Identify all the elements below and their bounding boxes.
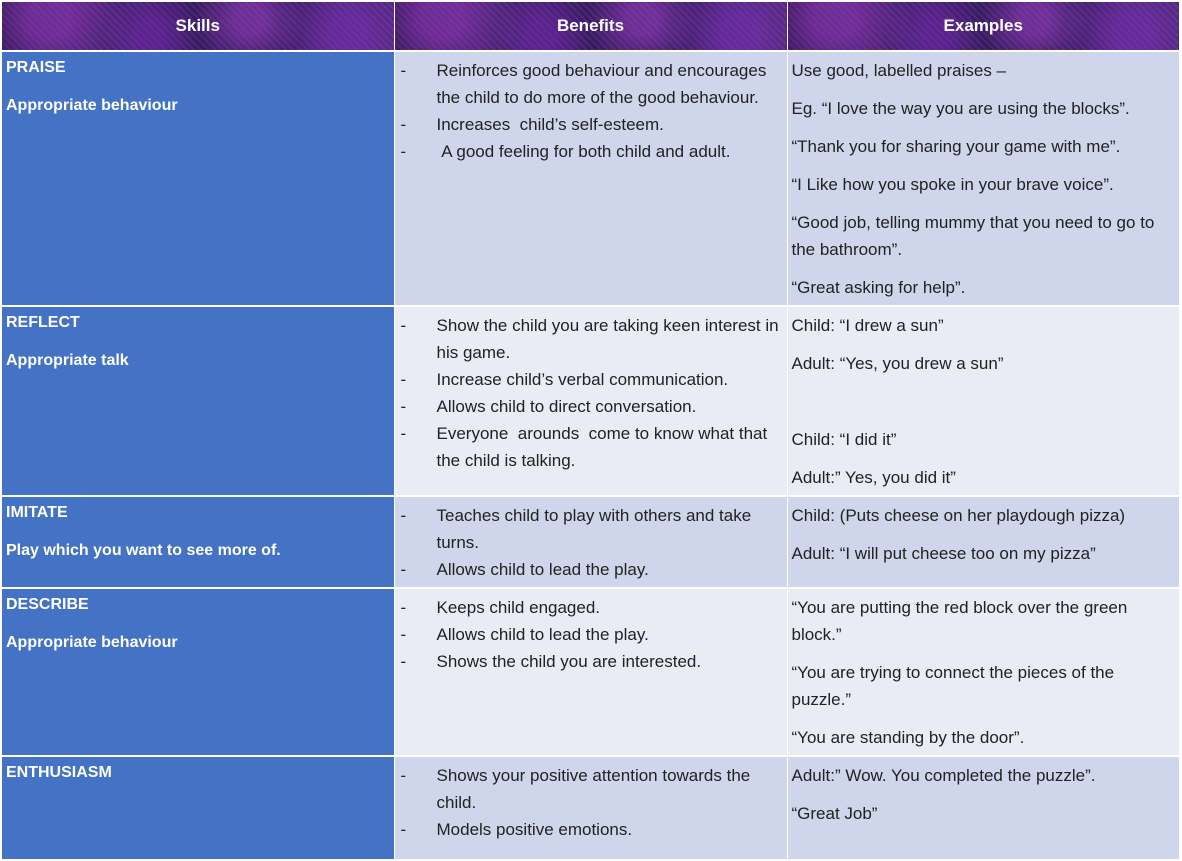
benefits-cell xyxy=(394,306,787,496)
table-row xyxy=(2,756,1179,860)
benefits-cell xyxy=(394,588,787,756)
skill-cell xyxy=(2,496,394,588)
table-body xyxy=(2,51,1179,860)
benefit-item xyxy=(399,621,783,648)
example-line: Adult: “I will put cheese too on my pizza” xyxy=(791,544,1096,563)
skill-subtitle: Play which you want to see more of. xyxy=(6,542,281,559)
example-line: “You are trying to connect the pieces of the puzzle.” xyxy=(791,663,1115,709)
benefit-text: Allows child to lead the play. xyxy=(436,560,649,579)
benefit-text: Increases child’s self-esteem. xyxy=(436,115,664,134)
skill-cell xyxy=(2,306,394,496)
benefit-text: Everyone arounds come to know what that the child is talking. xyxy=(436,424,772,470)
example-line: Child: “I did it” xyxy=(791,430,897,449)
example-line: “Thank you for sharing your game with me”. xyxy=(791,137,1121,156)
example-spacer xyxy=(792,388,1176,426)
benefits-list xyxy=(399,312,783,474)
example-line: Adult:” Yes, you did it” xyxy=(791,468,956,487)
bullet-dash: - xyxy=(400,424,407,443)
skill-cell xyxy=(2,756,394,860)
example-line: Use good, labelled praises – xyxy=(791,61,1007,80)
table-row xyxy=(2,51,1179,306)
example-line: Child: (Puts cheese on her playdough pizza) xyxy=(791,506,1126,525)
bullet-dash: - xyxy=(400,598,407,617)
benefit-text: Allows child to lead the play. xyxy=(436,625,649,644)
benefit-text: Teaches child to play with others and take turns. xyxy=(436,506,756,552)
skill-cell xyxy=(2,51,394,306)
bullet-dash: - xyxy=(400,115,407,134)
benefit-item xyxy=(399,138,783,165)
skill-name: ENTHUSIASM xyxy=(6,764,112,781)
benefit-item xyxy=(399,111,783,138)
benefit-item xyxy=(399,816,783,843)
example-line: “Good job, telling mummy that you need to go to the bathroom”. xyxy=(791,213,1155,259)
example-line: “Great Job” xyxy=(791,804,878,823)
skill-name: REFLECT xyxy=(6,314,80,331)
benefit-text: A good feeling for both child and adult. xyxy=(436,142,731,161)
examples-cell xyxy=(787,588,1179,756)
examples-cell xyxy=(787,756,1179,860)
bullet-dash: - xyxy=(400,652,407,671)
bullet-dash: - xyxy=(400,316,407,335)
bullet-dash: - xyxy=(400,142,407,161)
benefits-list xyxy=(399,502,783,583)
benefit-item xyxy=(399,594,783,621)
benefit-item xyxy=(399,556,783,583)
skills-table xyxy=(2,2,1179,861)
skill-cell xyxy=(2,588,394,756)
table-row xyxy=(2,306,1179,496)
example-line: Adult:” Wow. You completed the puzzle”. xyxy=(791,766,1096,785)
example-line: “Great asking for help”. xyxy=(791,278,966,297)
bullet-dash: - xyxy=(400,766,407,785)
benefits-cell xyxy=(394,756,787,860)
header-skills: Skills xyxy=(2,2,394,51)
table-row xyxy=(2,588,1179,756)
benefits-list xyxy=(399,594,783,675)
benefit-item xyxy=(399,312,783,366)
bullet-dash: - xyxy=(400,61,407,80)
benefit-item xyxy=(399,57,783,111)
benefit-text: Shows the child you are interested. xyxy=(436,652,702,671)
skill-name: DESCRIBE xyxy=(6,596,89,613)
table-row xyxy=(2,496,1179,588)
bullet-dash: - xyxy=(400,560,407,579)
benefit-text: Models positive emotions. xyxy=(436,820,633,839)
skill-subtitle: Appropriate behaviour xyxy=(6,97,178,114)
benefit-item xyxy=(399,648,783,675)
header-row xyxy=(2,2,1179,51)
skill-subtitle: Appropriate talk xyxy=(6,352,129,369)
benefit-text: Allows child to direct conversation. xyxy=(436,397,697,416)
bullet-dash: - xyxy=(400,820,407,839)
benefit-item xyxy=(399,420,783,474)
benefits-list xyxy=(399,57,783,165)
bullet-dash: - xyxy=(400,397,407,416)
benefit-item xyxy=(399,762,783,816)
example-line: “You are putting the red block over the green block.” xyxy=(791,598,1128,644)
benefits-list xyxy=(399,762,783,843)
benefits-cell xyxy=(394,51,787,306)
benefit-text: Shows your positive attention towards the child. xyxy=(436,766,755,812)
benefit-text: Reinforces good behaviour and encourages the child to do more of the good behaviour. xyxy=(436,61,772,107)
examples-cell xyxy=(787,51,1179,306)
skill-subtitle: Appropriate behaviour xyxy=(6,634,178,651)
example-line: “You are standing by the door”. xyxy=(791,728,1025,747)
bullet-dash: - xyxy=(400,625,407,644)
skill-name: IMITATE xyxy=(6,504,68,521)
example-line: Eg. “I love the way you are using the blocks”. xyxy=(791,99,1130,118)
benefit-item xyxy=(399,393,783,420)
benefit-item xyxy=(399,502,783,556)
example-line: Child: “I drew a sun” xyxy=(791,316,944,335)
benefits-cell xyxy=(394,496,787,588)
example-line: “I Like how you spoke in your brave voice”. xyxy=(791,175,1114,194)
skill-name: PRAISE xyxy=(6,59,66,76)
examples-cell xyxy=(787,306,1179,496)
examples-cell xyxy=(787,496,1179,588)
bullet-dash: - xyxy=(400,506,407,525)
bullet-dash: - xyxy=(400,370,407,389)
header-examples: Examples xyxy=(787,2,1179,51)
example-line: Adult: “Yes, you drew a sun” xyxy=(791,354,1004,373)
header-benefits: Benefits xyxy=(394,2,787,51)
benefit-item xyxy=(399,366,783,393)
benefit-text: Increase child’s verbal communication. xyxy=(436,370,729,389)
benefit-text: Show the child you are taking keen interest in his game. xyxy=(436,316,784,362)
benefit-text: Keeps child engaged. xyxy=(436,598,601,617)
